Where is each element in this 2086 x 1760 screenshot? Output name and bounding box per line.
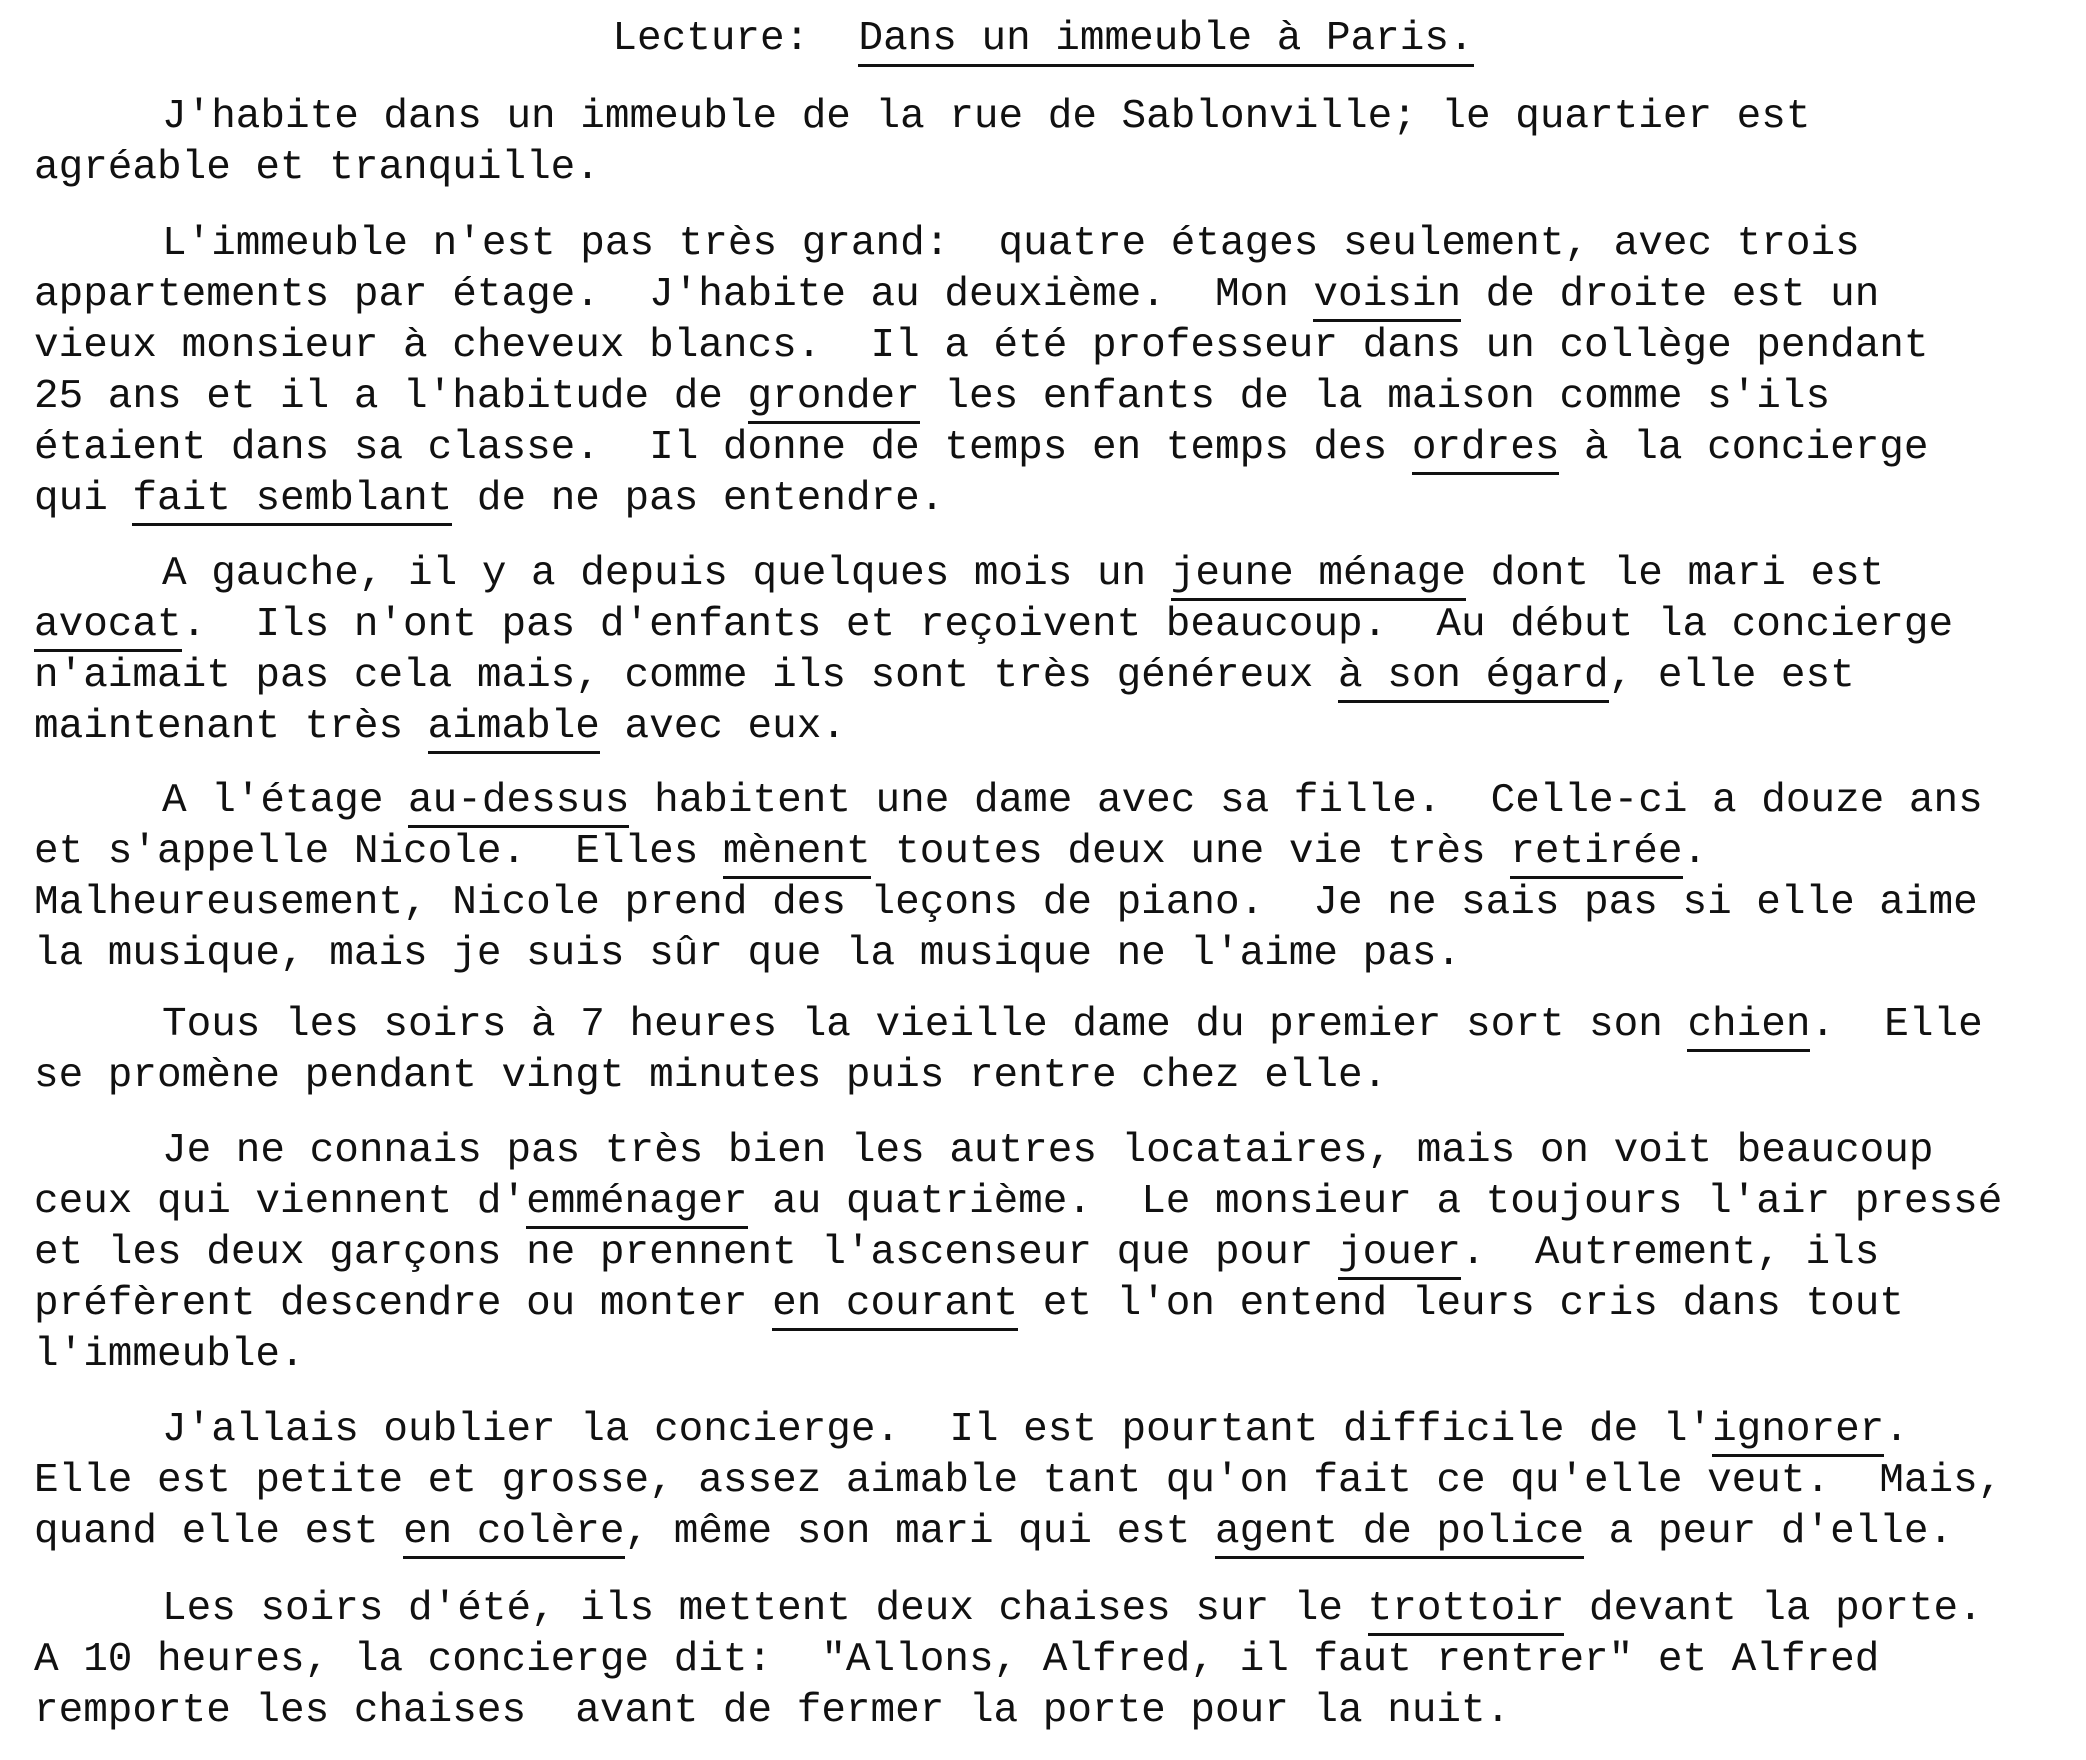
- text-segment: J'habite dans un immeuble de la rue de Sablonville; le quartier est: [162, 94, 1811, 140]
- text-line: [34, 1051, 2064, 1102]
- underlined-vocabulary-word: ignorer: [1712, 1407, 1884, 1457]
- text-line: [34, 1405, 2064, 1456]
- title-main: Dans un immeuble à Paris.: [858, 16, 1473, 67]
- underlined-vocabulary-word: avocat: [34, 602, 182, 652]
- text-segment: a peur d'elle.: [1584, 1509, 1954, 1555]
- text-line: [34, 423, 2064, 474]
- text-segment: , même son mari qui est: [624, 1509, 1215, 1555]
- text-line: [34, 474, 2064, 525]
- underlined-vocabulary-word: ordres: [1412, 425, 1560, 475]
- text-segment: quand elle est: [34, 1509, 404, 1555]
- underlined-vocabulary-word: en colère: [403, 1509, 624, 1559]
- text-line: [34, 1330, 2064, 1381]
- text-line: [34, 1177, 2064, 1228]
- text-segment: avec eux.: [599, 704, 846, 750]
- paragraph-3: [34, 549, 2064, 753]
- text-segment: Tous les soirs à 7 heures la vieille dame du premier sort son: [162, 1002, 1688, 1048]
- text-segment: préfèrent descendre ou monter: [34, 1281, 773, 1327]
- text-segment: devant la porte.: [1564, 1586, 1983, 1632]
- text-segment: Malheureusement, Nicole prend des leçons de piano. Je ne sais pas si elle aime: [34, 880, 1978, 926]
- text-line: [34, 1228, 2064, 1279]
- underlined-vocabulary-word: gronder: [748, 374, 920, 424]
- text-line: [34, 1456, 2064, 1507]
- text-segment: et l'on entend leurs cris dans tout: [1018, 1281, 1904, 1327]
- text-line: [34, 372, 2064, 423]
- text-segment: l'immeuble.: [34, 1332, 305, 1378]
- text-line: [34, 92, 2064, 143]
- underlined-vocabulary-word: agent de police: [1215, 1509, 1584, 1559]
- paragraph-4: [34, 776, 2064, 980]
- text-segment: .: [1682, 829, 1708, 875]
- text-segment: A gauche, il y a depuis quelques mois un: [162, 551, 1171, 597]
- text-segment: n'aimait pas cela mais, comme ils sont très généreux: [34, 653, 1339, 699]
- paragraph-5: [34, 1000, 2064, 1102]
- text-line: [34, 929, 2064, 980]
- text-segment: Elle est petite et grosse, assez aimable tant qu'on fait ce qu'elle veut. Mais,: [34, 1458, 2003, 1504]
- text-segment: de droite est un: [1461, 272, 1880, 318]
- text-segment: .: [1884, 1407, 1909, 1453]
- text-segment: à la concierge: [1559, 425, 1929, 471]
- text-segment: dont le mari est: [1466, 551, 1885, 597]
- text-segment: appartements par étage. J'habite au deuxième. Mon: [34, 272, 1314, 318]
- text-line: [34, 651, 2064, 702]
- text-segment: et s'appelle Nicole. Elles: [34, 829, 723, 875]
- text-segment: les enfants de la maison comme s'ils: [919, 374, 1831, 420]
- paragraph-8: [34, 1584, 2064, 1737]
- underlined-vocabulary-word: fait semblant: [132, 476, 452, 526]
- underlined-vocabulary-word: emménager: [526, 1179, 747, 1229]
- text-segment: et les deux garçons ne prennent l'ascenseur que pour: [34, 1230, 1339, 1276]
- title-prefix: Lecture:: [612, 16, 810, 62]
- text-line: [34, 270, 2064, 321]
- underlined-vocabulary-word: en courant: [772, 1281, 1018, 1331]
- text-line: [34, 1000, 2064, 1051]
- text-segment: étaient dans sa classe. Il donne de temps en temps des: [34, 425, 1412, 471]
- text-segment: . Elle: [1810, 1002, 1983, 1048]
- text-line: [34, 827, 2064, 878]
- underlined-vocabulary-word: chien: [1687, 1002, 1810, 1052]
- text-line: [34, 1635, 2064, 1686]
- underlined-vocabulary-word: voisin: [1313, 272, 1461, 322]
- text-segment: vieux monsieur à cheveux blancs. Il a été professeur dans un collège pendant: [34, 323, 1929, 369]
- text-line: [34, 702, 2064, 753]
- text-segment: habitent une dame avec sa fille. Celle-ci a douze ans: [629, 778, 1983, 824]
- text-line: [34, 321, 2064, 372]
- text-segment: , elle est: [1608, 653, 1855, 699]
- text-segment: . Ils n'ont pas d'enfants et reçoivent beaucoup. Au début la concierge: [181, 602, 1954, 648]
- text-segment: 25 ans et il a l'habitude de: [34, 374, 748, 420]
- paragraph-6: [34, 1126, 2064, 1381]
- text-segment: qui: [34, 476, 133, 522]
- underlined-vocabulary-word: mènent: [723, 829, 871, 879]
- text-line: [34, 600, 2064, 651]
- text-segment: se promène pendant vingt minutes puis rentre chez elle.: [34, 1053, 1388, 1099]
- text-segment: au quatrième. Le monsieur a toujours l'air pressé: [747, 1179, 2003, 1225]
- underlined-vocabulary-word: jeune ménage: [1171, 551, 1466, 601]
- text-segment: . Autrement, ils: [1461, 1230, 1880, 1276]
- paragraph-2: [34, 219, 2064, 525]
- text-line: [34, 549, 2064, 600]
- paragraph-1: [34, 92, 2064, 194]
- text-line: [34, 143, 2064, 194]
- text-line: [34, 219, 2064, 270]
- underlined-vocabulary-word: au-dessus: [408, 778, 629, 828]
- text-line: [34, 1507, 2064, 1558]
- text-segment: la musique, mais je suis sûr que la musique ne l'aime pas.: [34, 931, 1462, 977]
- text-segment: J'allais oublier la concierge. Il est pourtant difficile de l': [162, 1407, 1713, 1453]
- text-segment: Les soirs d'été, ils mettent deux chaises sur le: [162, 1586, 1368, 1632]
- text-segment: A l'étage: [162, 778, 409, 824]
- underlined-vocabulary-word: aimable: [428, 704, 600, 754]
- underlined-vocabulary-word: jouer: [1338, 1230, 1461, 1280]
- text-segment: de ne pas entendre.: [452, 476, 945, 522]
- underlined-vocabulary-word: retirée: [1510, 829, 1682, 879]
- text-segment: ceux qui viennent d': [34, 1179, 527, 1225]
- text-line: [34, 1584, 2064, 1635]
- text-segment: agréable et tranquille.: [34, 145, 600, 191]
- page-title: [0, 14, 2086, 65]
- text-line: [34, 1126, 2064, 1177]
- text-segment: remporte les chaises avant de fermer la porte pour la nuit.: [34, 1688, 1511, 1734]
- underlined-vocabulary-word: trottoir: [1368, 1586, 1565, 1636]
- text-line: [34, 776, 2064, 827]
- text-segment: toutes deux une vie très: [870, 829, 1511, 875]
- paragraph-7: [34, 1405, 2064, 1558]
- text-segment: L'immeuble n'est pas très grand: quatre étages seulement, avec trois: [162, 221, 1860, 267]
- text-line: [34, 1686, 2064, 1737]
- text-segment: Je ne connais pas très bien les autres locataires, mais on voit beaucoup: [162, 1128, 1934, 1174]
- text-segment: A 10 heures, la concierge dit: "Allons, Alfred, il faut rentrer" et Alfred: [34, 1637, 1880, 1683]
- underlined-vocabulary-word: à son égard: [1338, 653, 1609, 703]
- text-line: [34, 1279, 2064, 1330]
- text-segment: maintenant très: [34, 704, 428, 750]
- text-line: [34, 878, 2064, 929]
